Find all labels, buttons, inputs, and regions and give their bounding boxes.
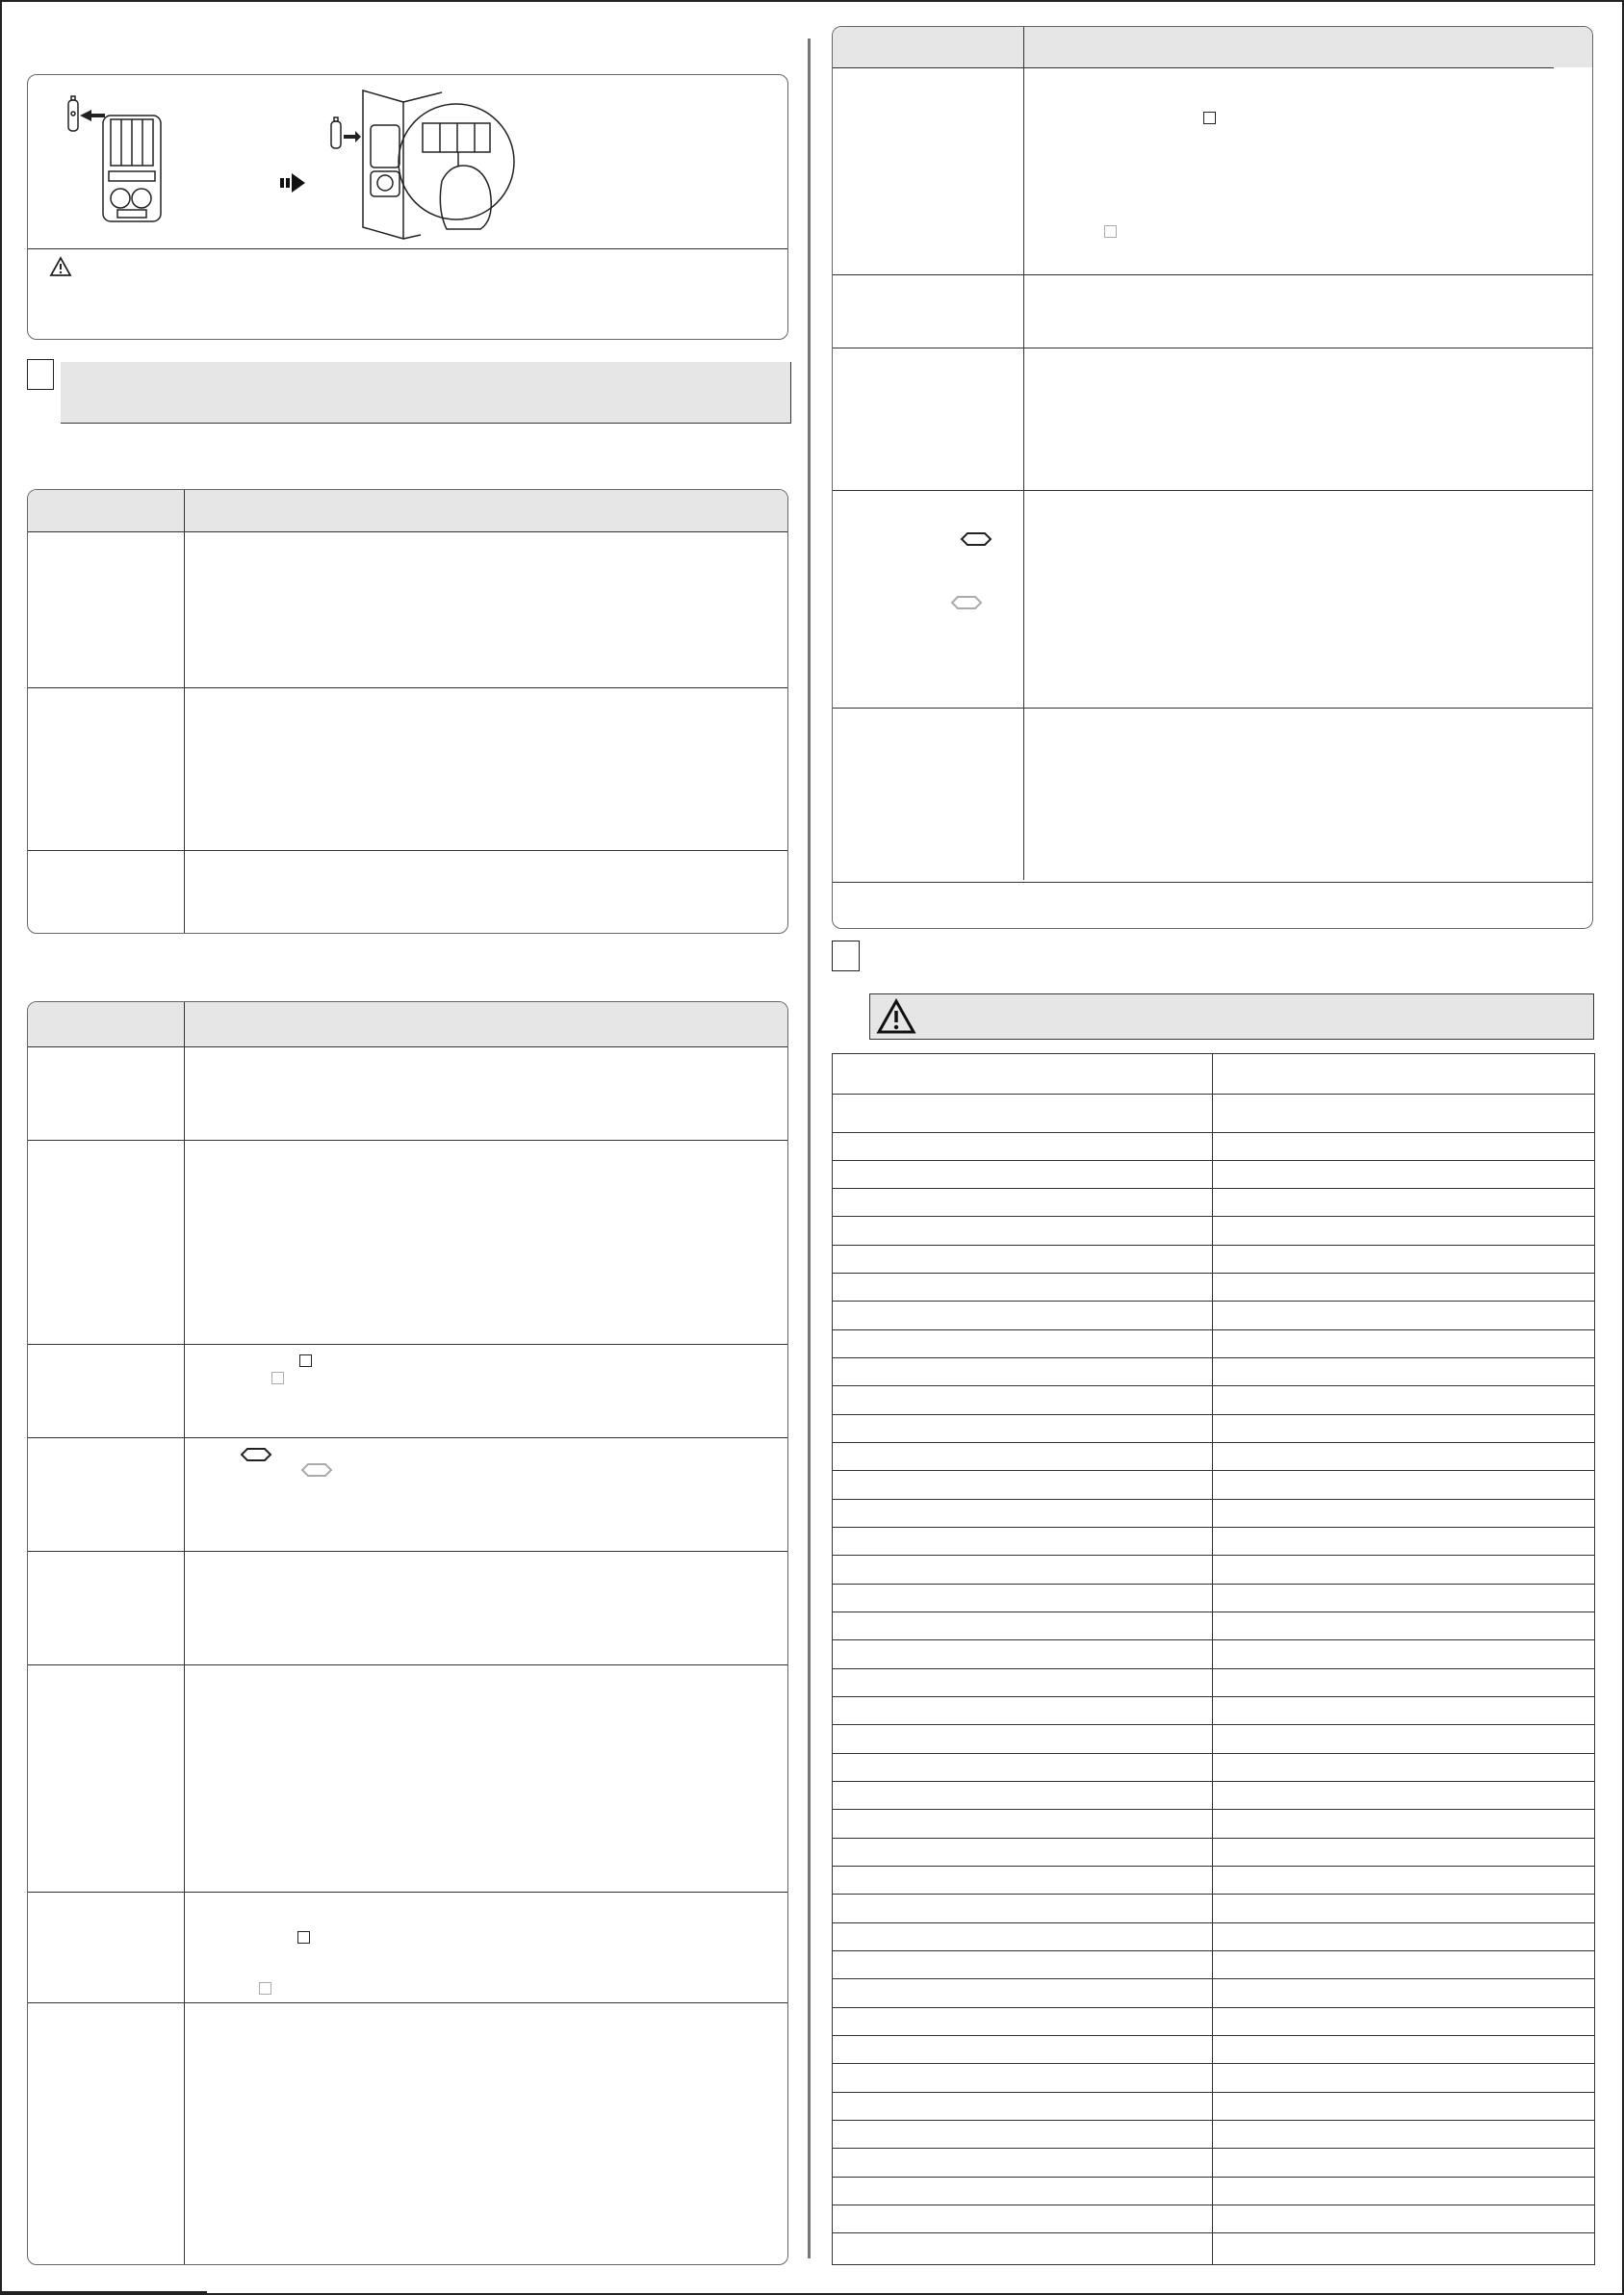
table-2-column-divider — [184, 1002, 185, 2264]
square-button-dim-icon — [259, 1982, 271, 1995]
table-row — [833, 1809, 1594, 1810]
table-row — [28, 2002, 787, 2003]
table-3 — [832, 26, 1593, 929]
table-row — [833, 1414, 1594, 1415]
table-row — [833, 1639, 1594, 1640]
panel-divider — [28, 248, 787, 249]
table-row — [833, 274, 1592, 275]
table-row — [833, 1696, 1594, 1697]
table-row — [28, 1046, 787, 1047]
table-row — [833, 1527, 1594, 1528]
table-1 — [27, 489, 788, 934]
arrow-right-small-icon — [344, 131, 361, 142]
table-row — [833, 490, 1592, 491]
table-row — [833, 1781, 1594, 1782]
table-row — [833, 1724, 1594, 1725]
square-button-dim-icon — [271, 1372, 284, 1384]
warning-triangle-icon — [49, 256, 72, 277]
spec-grid-column-divider — [1212, 1054, 1213, 2264]
table-row — [833, 1753, 1594, 1754]
led-indicator-icon — [240, 1447, 272, 1462]
square-button-dim-icon — [1104, 225, 1117, 238]
battery-icon — [68, 96, 78, 131]
table-row — [833, 1668, 1594, 1669]
table-row — [833, 1132, 1594, 1133]
led-indicator-icon — [960, 531, 992, 547]
table-2 — [27, 1001, 788, 2265]
table-row — [833, 1442, 1594, 1443]
magnified-battery-view — [399, 104, 514, 229]
table-row — [833, 1357, 1594, 1358]
table-row — [28, 1892, 787, 1893]
section-heading-bar — [61, 362, 791, 424]
battery-icon — [331, 117, 341, 148]
table-row — [833, 1499, 1594, 1500]
table-row — [833, 2120, 1594, 2121]
table-row — [28, 1140, 787, 1141]
table-row — [28, 1437, 787, 1438]
table-row — [833, 1584, 1594, 1585]
table-row — [833, 2035, 1594, 2036]
led-indicator-dim-icon — [300, 1462, 333, 1478]
table-row — [833, 1385, 1594, 1386]
table-row — [833, 2148, 1594, 2149]
table-row — [833, 1922, 1594, 1923]
section-number-box — [27, 359, 54, 390]
table-row — [833, 1950, 1594, 1951]
table-row — [833, 882, 1592, 883]
table-1-header — [28, 490, 788, 531]
table-row — [833, 2177, 1594, 2178]
table-row — [833, 1894, 1594, 1895]
table-row — [28, 1551, 787, 1552]
table-3-header — [833, 27, 1593, 67]
table-row — [833, 1866, 1594, 1867]
table-row — [833, 2007, 1594, 2008]
table-row — [833, 1216, 1594, 1217]
table-row — [833, 708, 1592, 709]
table-row — [833, 1160, 1594, 1161]
warning-triangle-icon — [876, 998, 916, 1035]
lock-back-icon — [103, 116, 161, 221]
table-row — [833, 2092, 1594, 2093]
led-indicator-dim-icon — [950, 595, 983, 610]
table-row — [28, 1664, 787, 1665]
table-2-header — [28, 1002, 788, 1046]
battery-install-panel — [27, 74, 788, 340]
table-row — [28, 1344, 787, 1345]
table-row — [833, 1329, 1594, 1330]
table-row — [833, 2232, 1594, 2233]
table-row — [28, 850, 787, 851]
spec-grid-table — [832, 1053, 1595, 2265]
bottom-edge-line — [0, 2291, 207, 2295]
table-row — [833, 1245, 1594, 1246]
square-button-icon — [1203, 112, 1216, 124]
table-row — [833, 1301, 1594, 1302]
table-row — [833, 1188, 1594, 1189]
table-row — [833, 1470, 1594, 1471]
column-divider — [808, 39, 811, 2258]
square-button-icon — [297, 1931, 310, 1944]
warning-bar — [869, 993, 1594, 1040]
square-button-icon — [299, 1354, 312, 1367]
table-row — [833, 1838, 1594, 1839]
table-row — [833, 1273, 1594, 1274]
battery-install-illustration — [28, 75, 789, 248]
door-lock-icon — [363, 90, 442, 239]
table-row — [28, 531, 787, 532]
table-row — [833, 67, 1554, 68]
table-1-column-divider — [184, 490, 185, 933]
arrow-right-icon — [280, 173, 305, 193]
table-row — [833, 1555, 1594, 1556]
section-number-box — [832, 941, 860, 971]
table-row — [833, 1978, 1594, 1979]
table-row — [28, 687, 787, 688]
table-row — [833, 2063, 1594, 2064]
arrow-left-icon — [80, 110, 105, 121]
table-3-column-divider — [1023, 27, 1024, 880]
table-row — [833, 1094, 1594, 1095]
